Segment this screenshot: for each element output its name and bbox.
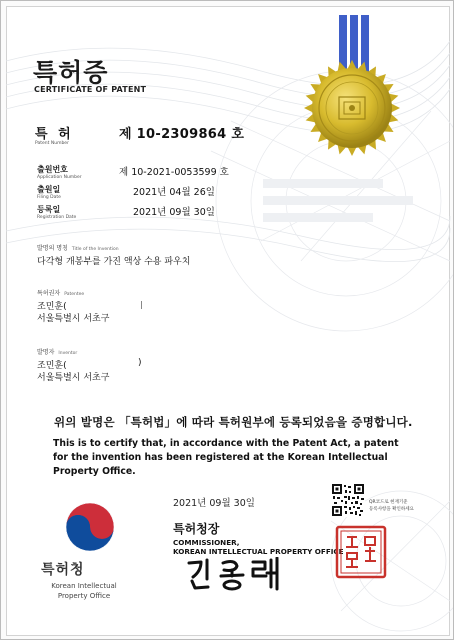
patentee-label-en: Patentee: [64, 292, 85, 297]
commissioner-title-en-line2: KOREAN INTELLECTUAL PROPERTY OFFICE: [173, 547, 344, 556]
inventor-name-close: ): [138, 358, 142, 368]
issue-date: 2021년 09월 30일: [173, 498, 255, 509]
inventor-address: 서울특별시 서초구: [37, 373, 110, 383]
application-number-label-en: Application Number: [37, 175, 82, 180]
application-number-value: 제 10-2021-0053599 호: [119, 167, 229, 178]
certificate-title: 특허증: [33, 58, 109, 87]
certification-text-en: This is to certify that, in accordance with the Patent Act, a patent for the invention has been registered at the Korean Intellectual Property Office.: [53, 438, 399, 477]
commissioner-title-en-line1: COMMISSIONER,: [173, 538, 240, 547]
patent-number-label: 특 허: [35, 127, 74, 142]
commissioner-title-en: [173, 538, 344, 556]
certificate-title-en: CERTIFICATE OF PATENT: [34, 85, 147, 94]
commissioner-signature: [183, 557, 293, 593]
office-name-ko: 특허청: [41, 562, 85, 578]
office-name-en-line2: Property Office: [57, 592, 111, 600]
office-name-en-line1: Korean Intellectual: [51, 582, 117, 590]
invention-label-ko: 발명의 명칭: [37, 245, 68, 252]
certification-text-ko: 위의 발명은 「특허법」에 따라 특허원부에 등록되었음을 증명합니다.: [54, 415, 413, 429]
invention-label-en: Title of the Invention: [71, 247, 119, 252]
filing-date-label: 출원일: [37, 185, 61, 194]
patent-number-label-en: Patent Number: [35, 141, 69, 146]
patentee-label-ko: 특허권자: [37, 290, 61, 297]
qr-note-line2: 등록사항을 확인하세요: [369, 507, 414, 512]
registration-date-value: 2021년 09월 30일: [133, 207, 215, 218]
redaction-mark: [141, 301, 142, 309]
inventor-label-ko: 발명자: [37, 349, 55, 356]
inventor-label-en: Inventor: [58, 351, 78, 356]
application-number-label: 출원번호: [37, 165, 68, 174]
qr-note-line1: QR코드로 현재기준: [369, 500, 408, 505]
gold-seal: [303, 59, 401, 157]
office-name-en: [40, 581, 128, 601]
registration-date-label-en: Registration Date: [37, 215, 77, 220]
invention-label: [37, 243, 119, 252]
official-stamp: [335, 525, 387, 579]
patentee-address: 서울특별시 서초구: [37, 314, 110, 324]
filing-date-label-en: Filing Date: [37, 195, 61, 200]
qr-note: [369, 499, 414, 513]
patentee-name: 조민훈(: [37, 302, 67, 312]
inventor-label: [37, 347, 77, 356]
filing-date-value: 2021년 04월 26일: [133, 187, 215, 198]
registration-date-label: 등록일: [37, 205, 61, 214]
invention-title: 다각형 개봉부를 가진 액상 수용 파우치: [37, 257, 191, 267]
qr-code: [331, 483, 365, 517]
patentee-label: [37, 288, 84, 297]
inventor-name: 조민훈(: [37, 361, 67, 371]
commissioner-title: 특허청장: [173, 522, 220, 536]
patent-number-value: 제 10-2309864 호: [119, 127, 245, 142]
kipo-logo: [64, 501, 116, 553]
